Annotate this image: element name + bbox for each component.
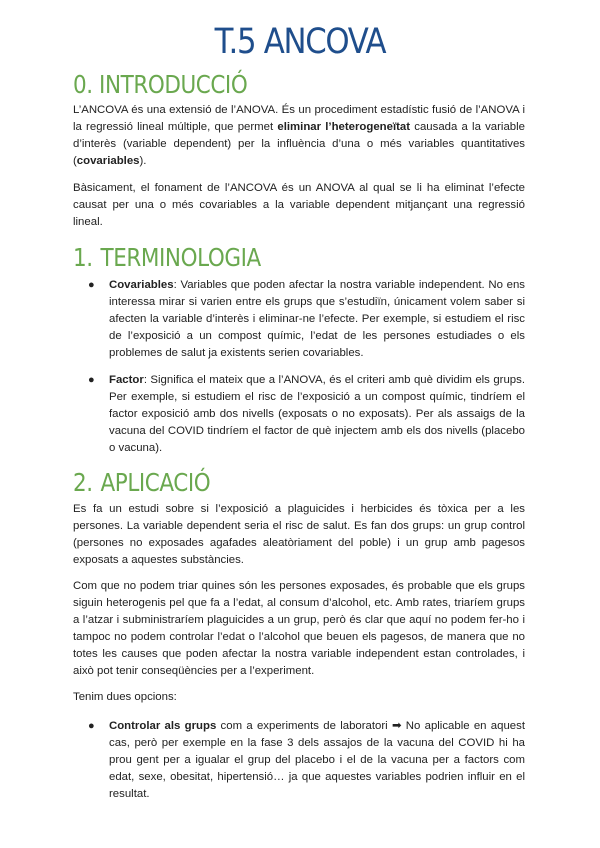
list-item-covariables bbox=[88, 277, 525, 362]
aplicacio-paragraph-3: Tenim dues opcions: bbox=[73, 691, 177, 703]
aplicacio-paragraph-1: Es fa un estudi sobre si l’exposició a plaguicides i herbicides és tòxica per a les persones. La variable dependent seria el risc de salut. Es fan dos grups: un grup control (persones no exposades agafades aleatòriament del poble) i un grup amb pagesos exposats a aquestes substàncies. bbox=[73, 503, 525, 567]
section-number: 1. bbox=[73, 243, 93, 272]
section-heading-introduccio: 0. INTRODUCCIÓ bbox=[73, 70, 248, 99]
section-number: 2. bbox=[73, 468, 93, 497]
term-covariables: Covariables bbox=[109, 279, 174, 291]
section-heading-aplicacio bbox=[73, 468, 210, 497]
list-item-factor bbox=[88, 372, 525, 457]
intro-bold-covariables: covariables bbox=[76, 155, 140, 168]
list-item-controlar-grups bbox=[88, 718, 525, 803]
intro-text-e: ). bbox=[139, 155, 147, 168]
term-controlar-grups: Controlar als grups bbox=[109, 720, 217, 732]
section-title: APLICACIÓ bbox=[100, 468, 211, 497]
intro-paragraph-1 bbox=[73, 102, 525, 170]
definition-controlar-grups: com a experiments de laboratori ➡ No aplicable en aquest cas, però per exemple en la fase 3 dels assajos de la vacuna del COVID hi ha prou gent per a igualar el grup del placebo i el de la vacuna per a factors com edat, sexe, obesitat, hipertensió… ja que aquestes variables podrien influir en el resultat. bbox=[109, 720, 525, 801]
bullet-icon: ● bbox=[88, 720, 95, 732]
bullet-text bbox=[109, 277, 525, 362]
section-heading-terminologia bbox=[73, 243, 261, 272]
section-title: TERMINOLOGIA bbox=[100, 243, 261, 272]
bullet-icon: ● bbox=[88, 374, 95, 386]
intro-bold-heterogeneitat: eliminar l’heterogeneïtat bbox=[277, 121, 411, 134]
intro-text-c: causada a la variable d’interès (variable dependent) per la influència d’una o més variables quantitatives ( bbox=[73, 121, 525, 168]
bullet-text bbox=[109, 372, 525, 457]
intro-paragraph-2: Bàsicament, el fonament de l’ANCOVA és un ANOVA al qual se li ha eliminat l’efecte causat per una o més covariables a la variable dependent mitjançant una regressió lineal. bbox=[73, 182, 525, 229]
term-factor: Factor bbox=[109, 374, 144, 386]
definition-covariables: : Variables que poden afectar la nostra variable independent. No ens interessa mirar si varien entre els grups que s’estudiïn, únicament volem saber si afecten la variable d’interès i eliminar-ne l’efecte. Per exemple, si estudiem el risc de l’exposició a un compost químic, l’edat de les persones estudiades o els problemes de salut ja existents serien covariables. bbox=[109, 279, 525, 360]
intro-text-a: L’ANCOVA és una extensió de l’ANOVA. És un procediment estadístic fusió de l’ANOVA i la regressió lineal múltiple, que permet bbox=[73, 104, 525, 134]
definition-factor: : Significa el mateix que a l’ANOVA, és el criteri amb què dividim els grups. Per exemple, si estudiem el risc de l’exposició a un compost químic, tindríem el factor exposició amb dos nivells (exposats o no exposats). Per als assaigs de la vacuna del COVID tindríem el factor de què injectem amb els dos nivells (placebo o vacuna). bbox=[109, 374, 525, 455]
bullet-text bbox=[109, 718, 525, 803]
document-title: T.5 ANCOVA bbox=[214, 22, 386, 62]
bullet-icon: ● bbox=[88, 279, 95, 291]
aplicacio-paragraph-2: Com que no podem triar quines són les persones exposades, és probable que els grups siguin heterogenis pel que fa a l’edat, al consum d’alcohol, etc. Amb rates, triaríem grups a l’atzar i subministraríem plaguicides a un grup, però és clar que aquí no podem fer-ho i tampoc no podem controlar l’edat o l’alcohol que beuen els pagesos, de manera que no totes les causes que poden afectar la nostra variable independent estan controlades, i això pot tenir conseqüències per a l’experiment. bbox=[73, 580, 525, 678]
